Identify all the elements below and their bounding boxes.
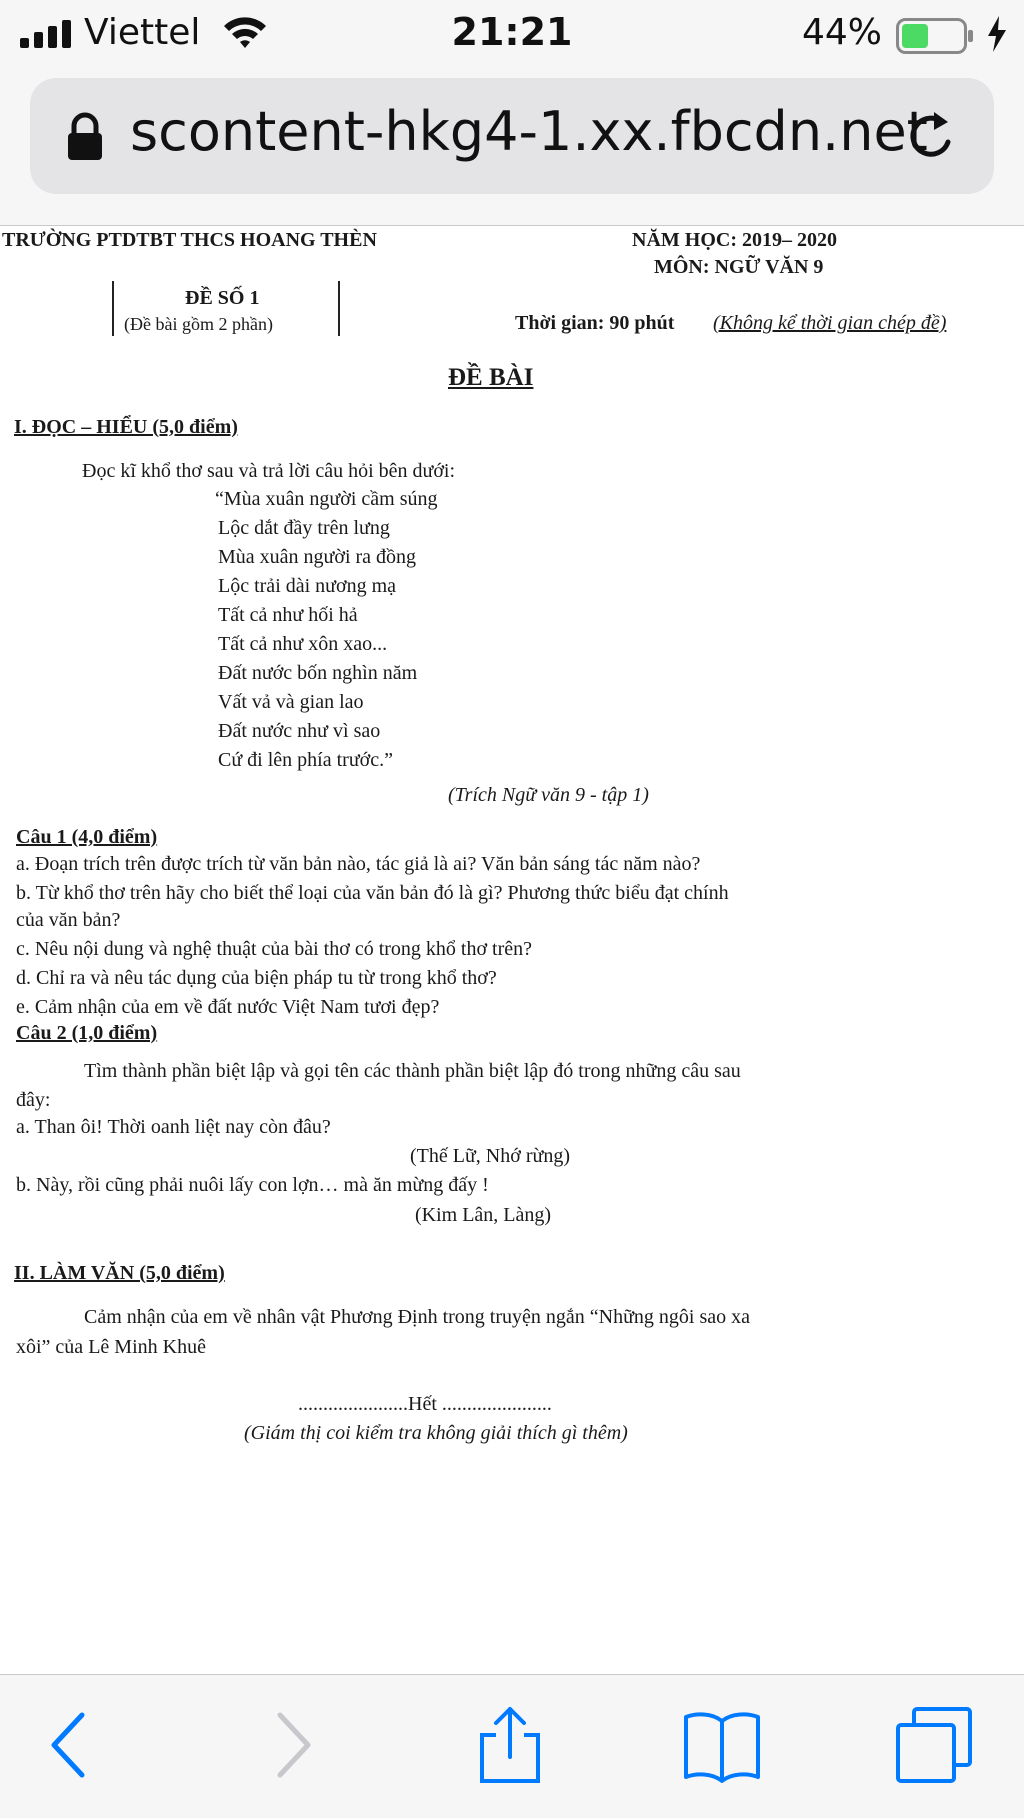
share-icon[interactable] xyxy=(470,1705,550,1785)
question2-intro: Tìm thành phần biệt lập và gọi tên các thành phần biệt lập đó trong những câu sau xyxy=(84,1060,741,1082)
school-year: NĂM HỌC: 2019– 2020 xyxy=(632,229,837,251)
section1-heading: I. ĐỌC – HIỂU (5,0 điểm) xyxy=(14,416,238,438)
reload-icon[interactable] xyxy=(904,106,960,166)
clock: 21:21 xyxy=(451,10,573,54)
question1-b: b. Từ khổ thơ trên hãy cho biết thể loại của văn bản đó là gì? Phương thức biểu đạt chính xyxy=(16,882,729,904)
forward-icon[interactable] xyxy=(252,1705,332,1785)
subject: MÔN: NGỮ VĂN 9 xyxy=(654,256,824,278)
exam-title: ĐỀ BÀI xyxy=(448,364,534,391)
question2-a: a. Than ôi! Thời oanh liệt nay còn đâu? xyxy=(16,1116,331,1138)
poem-line: Đất nước bốn nghìn năm xyxy=(218,662,418,684)
question2-b: b. Này, rồi cũng phải nuôi lấy con lợn… mà ăn mừng đấy ! xyxy=(16,1174,489,1196)
question1-d: d. Chỉ ra và nêu tác dụng của biện pháp tu từ trong khổ thơ? xyxy=(16,967,497,989)
school-name: TRƯỜNG PTDTBT THCS HOANG THÈN xyxy=(2,229,377,251)
carrier-name: Viettel xyxy=(84,12,201,53)
back-icon[interactable] xyxy=(30,1705,110,1785)
poem-line: Tất cả như hối hả xyxy=(218,604,358,626)
question2-intro-continued: đây: xyxy=(16,1089,51,1111)
question1-b-continued: của văn bản? xyxy=(16,909,121,931)
question1-a: a. Đoạn trích trên được trích từ văn bản nào, tác giả là ai? Văn bản sáng tác năm nào? xyxy=(16,853,701,875)
question1-heading: Câu 1 (4,0 điểm) xyxy=(16,826,158,848)
address-bar[interactable] xyxy=(30,78,994,194)
battery-percentage: 44% xyxy=(802,12,883,53)
lock-icon xyxy=(66,112,104,162)
tabs-icon[interactable] xyxy=(894,1705,974,1785)
question2-b-source: (Kim Lân, Làng) xyxy=(415,1204,552,1226)
exam-document xyxy=(0,226,1024,1674)
poem-source: (Trích Ngữ văn 9 - tập 1) xyxy=(448,784,649,806)
poem-line: Lộc trải dài nương mạ xyxy=(218,575,397,597)
poem-line: Lộc dắt đầy trên lưng xyxy=(218,517,390,539)
end-marker: ......................Hết ...................... xyxy=(298,1393,552,1415)
section2-heading: II. LÀM VĂN (5,0 điểm) xyxy=(14,1262,225,1284)
time-note: (Không kể thời gian chép đề) xyxy=(713,312,947,334)
time-label: Thời gian: 90 phút xyxy=(515,312,675,334)
exam-number: ĐỀ SỐ 1 xyxy=(185,287,260,309)
section1-instruction: Đọc kĩ khổ thơ sau và trả lời câu hỏi bên dưới: xyxy=(82,460,456,482)
footer-note: (Giám thị coi kiểm tra không giải thích gì thêm) xyxy=(244,1422,628,1444)
poem-line: Cứ đi lên phía trước.” xyxy=(218,749,393,771)
status-bar xyxy=(0,0,1024,70)
url-text[interactable]: scontent-hkg4-1.xx.fbcdn.net xyxy=(130,100,928,163)
question1-e: e. Cảm nhận của em về đất nước Việt Nam tươi đẹp? xyxy=(16,996,440,1018)
poem-line: Tất cả như xôn xao... xyxy=(218,633,388,655)
question1-c: c. Nêu nội dung và nghệ thuật của bài thơ có trong khổ thơ trên? xyxy=(16,938,533,960)
poem-line: “Mùa xuân người cầm súng xyxy=(215,488,438,510)
browser-toolbar xyxy=(0,1674,1024,1818)
battery-icon xyxy=(896,18,976,54)
question2-heading: Câu 2 (1,0 điểm) xyxy=(16,1022,158,1044)
section2-prompt-continued: xôi” của Lê Minh Khuê xyxy=(16,1336,206,1358)
section2-prompt: Cảm nhận của em về nhân vật Phương Định trong truyện ngắn “Những ngôi sao xa xyxy=(84,1306,751,1328)
bookmarks-icon[interactable] xyxy=(682,1705,762,1785)
exam-note: (Đề bài gồm 2 phần) xyxy=(124,314,273,334)
poem-line: Vất vả và gian lao xyxy=(218,691,364,713)
charging-icon xyxy=(986,16,1008,52)
browser-address-area xyxy=(0,70,1024,226)
poem-line: Đất nước như vì sao xyxy=(218,720,381,742)
poem-line: Mùa xuân người ra đồng xyxy=(218,546,417,568)
question2-a-source: (Thế Lữ, Nhớ rừng) xyxy=(410,1145,570,1167)
